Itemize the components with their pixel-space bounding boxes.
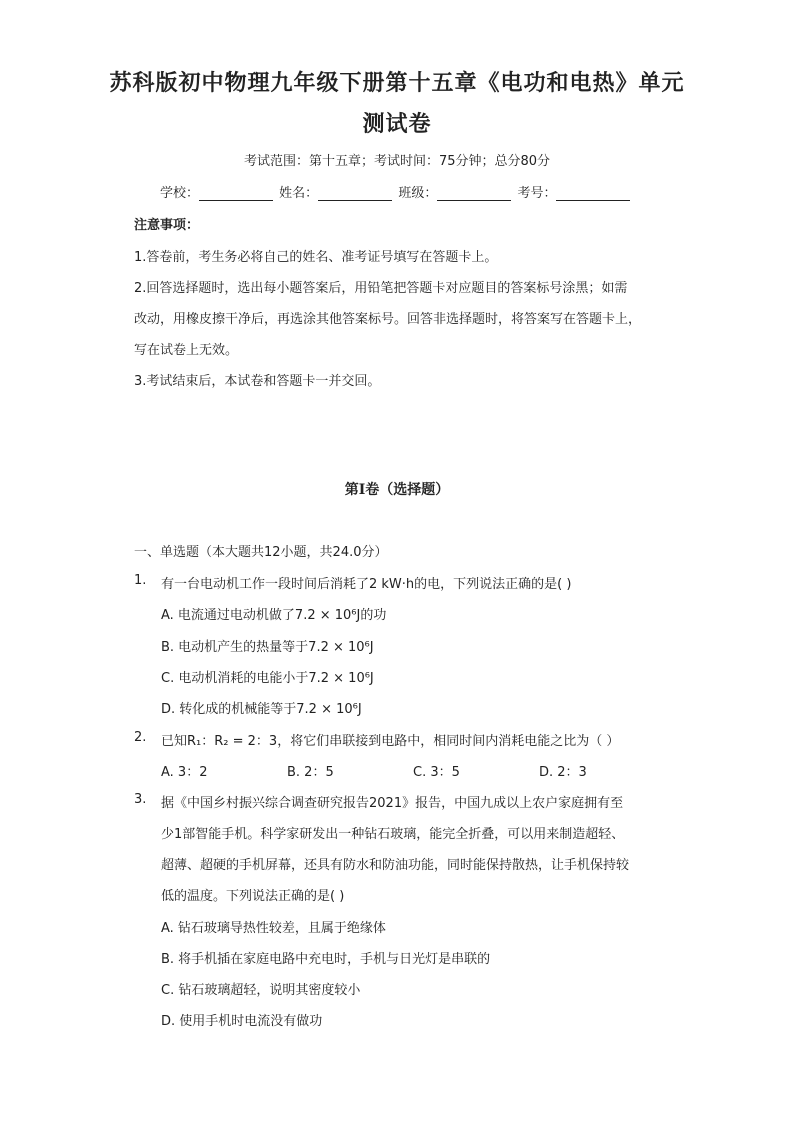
notice-line: 3.考试结束后，本试卷和答题卡一并交回。	[134, 374, 381, 389]
number-blank[interactable]	[556, 186, 630, 201]
question-text: 低的温度。下列说法正确的是( )	[161, 889, 345, 904]
exam-info: 考试范围：第十五章；考试时间：75分钟；总分80分	[243, 154, 551, 169]
doc-title-line2: 测试卷	[362, 111, 432, 137]
notice-line: 改动，用橡皮擦干净后，再选涂其他答案标号。回答非选择题时，将答案写在答题卡上，	[134, 312, 642, 327]
option-b: B. 电动机产生的热量等于7.2 × 10⁶J	[161, 640, 374, 655]
notice-line: 写在试卷上无效。	[134, 343, 239, 358]
question-text: 已知R₁：R₂ = 2：3，将它们串联接到电路中，相同时间内消耗电能之比为（ ）	[161, 734, 620, 749]
student-info-row	[160, 182, 632, 201]
name-label: 姓名：	[279, 186, 319, 201]
option-row	[161, 761, 665, 780]
doc-title-line1: 苏科版初中物理九年级下册第十五章《电功和电热》单元	[109, 70, 685, 96]
question-number: 3.	[134, 792, 147, 807]
question-text: 超薄、超硬的手机屏幕，还具有防水和防油功能，同时能保持散热，让手机保持较	[161, 858, 630, 873]
name-blank[interactable]	[318, 186, 392, 201]
notice-line: 1.答卷前，考生务必将自己的姓名、准考证号填写在答题卡上。	[134, 250, 498, 265]
option-a: A. 3：2	[161, 765, 208, 780]
class-blank[interactable]	[437, 186, 511, 201]
notice-line: 2.回答选择题时，选出每小题答案后，用铅笔把答题卡对应题目的答案标号涂黑；如需	[134, 281, 628, 296]
option-c: C. 电动机消耗的电能小于7.2 × 10⁶J	[161, 671, 374, 686]
question-text: 少1部智能手机。科学家研发出一种钻石玻璃，能完全折叠，可以用来制造超轻、	[161, 827, 625, 842]
question-number: 1.	[134, 573, 147, 588]
notice-title: 注意事项：	[134, 218, 200, 233]
option-b: B. 将手机插在家庭电路中充电时，手机与日光灯是串联的	[161, 952, 491, 967]
school-blank[interactable]	[199, 186, 273, 201]
option-c: C. 3：5	[413, 765, 460, 780]
school-label: 学校：	[160, 186, 200, 201]
question-text: 有一台电动机工作一段时间后消耗了2 kW·h的电，下列说法正确的是( )	[161, 577, 572, 592]
section-heading: 一、单选题（本大题共12小题，共24.0分）	[134, 545, 388, 560]
option-b: B. 2：5	[287, 765, 334, 780]
section-title: 第Ⅰ卷（选择题）	[344, 482, 450, 498]
class-label: 班级：	[398, 186, 438, 201]
question-text: 据《中国乡村振兴综合调查研究报告2021》报告，中国九成以上农户家庭拥有至	[161, 796, 624, 811]
option-a: A. 电流通过电动机做了7.2 × 10⁶J的功	[161, 608, 387, 623]
option-a: A. 钻石玻璃导热性较差，且属于绝缘体	[161, 921, 386, 936]
number-label: 考号：	[517, 186, 557, 201]
option-c: C. 钻石玻璃超轻，说明其密度较小	[161, 983, 361, 998]
option-d: D. 使用手机时电流没有做功	[161, 1014, 323, 1029]
question-number: 2.	[134, 730, 147, 745]
option-d: D. 2：3	[539, 765, 587, 780]
option-d: D. 转化成的机械能等于7.2 × 10⁶J	[161, 702, 362, 717]
